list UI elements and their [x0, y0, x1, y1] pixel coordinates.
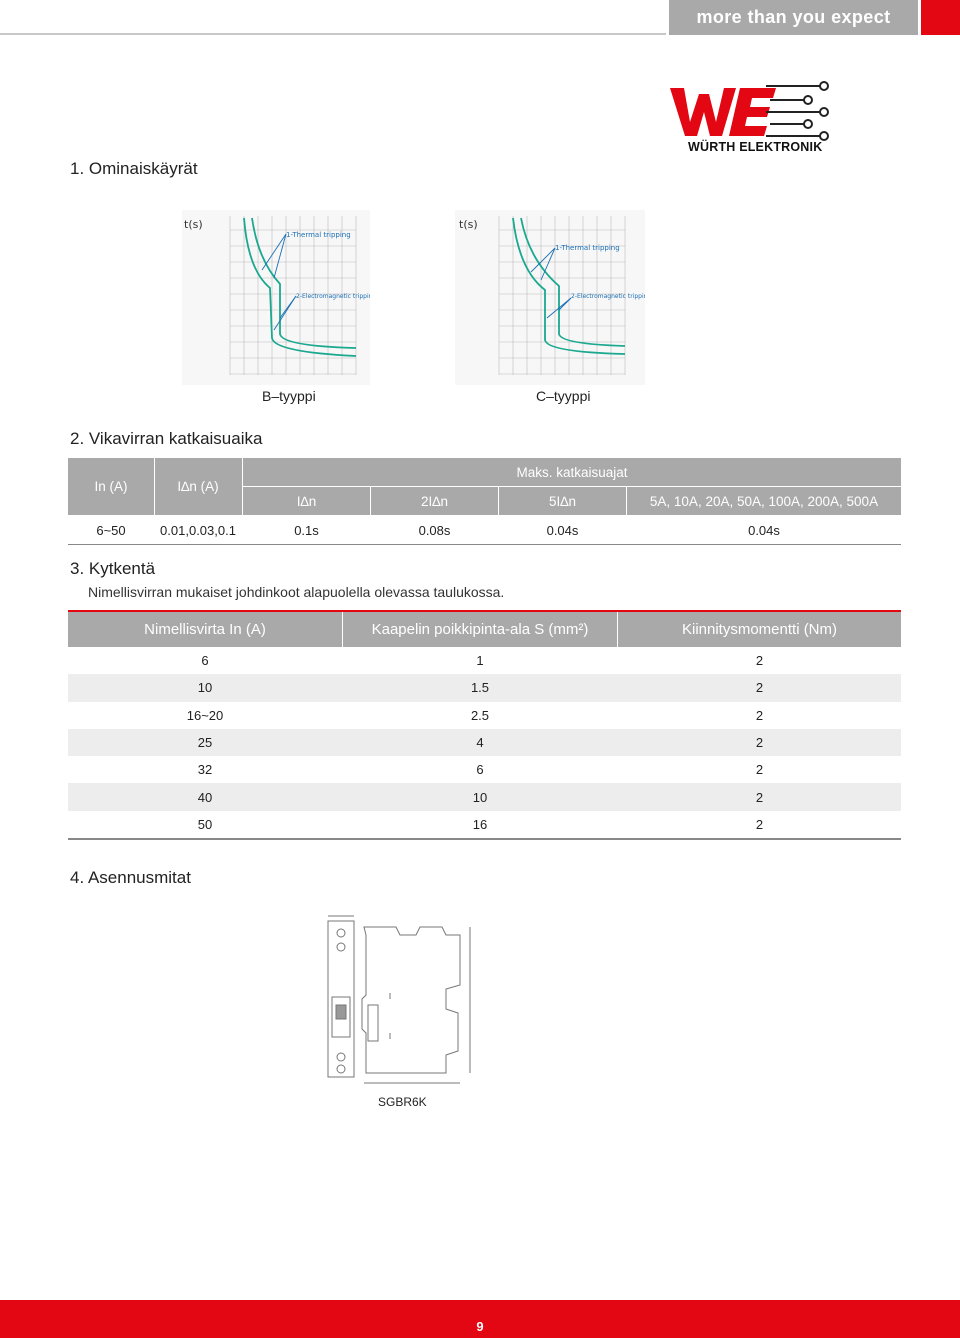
header-idn-1x: I∆n — [296, 493, 317, 509]
section1-title: 1. Ominaiskäyrät — [70, 159, 198, 178]
cell-2x: 0.08s — [418, 522, 451, 538]
cell-rated: 25 — [197, 735, 213, 751]
cell-section: 10 — [472, 789, 488, 805]
header-in: In (A) — [94, 479, 128, 494]
curve-c-graph — [455, 210, 645, 385]
tagline: more than you expect — [669, 0, 918, 35]
cell-section: 4 — [476, 735, 484, 751]
table-row — [68, 702, 901, 729]
cell-torque: 2 — [755, 789, 764, 805]
cell-section: 1.5 — [470, 680, 490, 696]
header-currents: 5A, 10A, 20A, 50A, 100A, 200A, 500A — [649, 493, 879, 509]
mounting-drawing — [320, 913, 478, 1089]
table-bottom-rule — [68, 838, 901, 840]
logo-text: WÜRTH ELEKTRONIK — [688, 140, 823, 154]
cell-section: 6 — [476, 762, 484, 778]
curve-b-label: B–tyyppi — [262, 388, 316, 404]
tripping-table-header — [68, 458, 901, 515]
curve-b-magnetic-label: 2-Electromagnetic tripping — [296, 293, 370, 300]
page-number: 9 — [476, 1319, 484, 1334]
section4-title: 4. Asennusmitat — [70, 868, 191, 887]
cell-torque: 2 — [755, 816, 764, 832]
wiring-table-header — [68, 610, 901, 647]
tripping-table-row — [68, 515, 901, 545]
header-cross-section: Kaapelin poikkipinta-ala S (mm²) — [371, 621, 589, 638]
header-rated-current: Nimellisvirta In (A) — [144, 621, 266, 638]
cell-torque: 2 — [755, 653, 764, 669]
cell-rated: 16~20 — [186, 707, 224, 723]
header-idn: I∆n (A) — [177, 479, 219, 494]
header-red-tab — [921, 0, 960, 35]
table-row — [68, 674, 901, 701]
cell-torque: 2 — [755, 680, 764, 696]
cell-section: 1 — [476, 653, 484, 669]
cell-5x: 0.04s — [546, 522, 579, 538]
table-row — [68, 729, 901, 756]
curve-b-graph — [182, 210, 370, 385]
mounting-drawing-label: SGBR6K — [378, 1095, 427, 1109]
cell-rated: 40 — [197, 789, 213, 805]
wiring-table — [68, 610, 901, 840]
cell-1x: 0.1s — [294, 522, 319, 538]
curve-c-magnetic-label: 2-Electromagnetic tripping — [571, 293, 645, 300]
cell-rated: 32 — [197, 762, 213, 778]
section2-title: 2. Vikavirran katkaisuaika — [70, 429, 263, 448]
header-max-times: Maks. katkaisuajat — [516, 464, 628, 480]
curve-c-label: C–tyyppi — [536, 388, 591, 404]
section3-subtitle: Nimellisvirran mukaiset johdinkoot alapuolella olevassa taulukossa. — [88, 584, 505, 600]
table-row — [68, 756, 901, 783]
cell-rated: 10 — [197, 680, 213, 696]
table-row — [68, 811, 901, 838]
header-torque: Kiinnitysmomentti (Nm) — [681, 621, 838, 638]
cell-section: 2.5 — [470, 707, 490, 723]
section3-title: 3. Kytkentä — [70, 559, 156, 578]
header-idn-5x: 5I∆n — [548, 493, 577, 509]
cell-idn: 0.01,0.03,0.1 — [160, 522, 236, 538]
cell-section: 16 — [472, 816, 488, 832]
cell-torque: 2 — [755, 735, 764, 751]
curve-b-chart — [182, 210, 370, 385]
cell-torque: 2 — [755, 707, 764, 723]
cell-torque: 2 — [755, 762, 764, 778]
table-row — [68, 783, 901, 810]
curve-b-axis-label: t(s) — [184, 218, 203, 231]
table-row — [68, 647, 901, 674]
cell-in: 6~50 — [96, 522, 126, 538]
tripping-time-table — [68, 458, 901, 545]
cell-rated: 50 — [197, 816, 213, 832]
header-idn-2x: 2I∆n — [420, 493, 449, 509]
curve-c-axis-label: t(s) — [459, 218, 478, 231]
header-rule — [0, 33, 666, 35]
cell-rated: 6 — [201, 653, 209, 669]
curve-c-chart — [455, 210, 645, 385]
cell-currents: 0.04s — [748, 522, 780, 538]
curve-b-thermal-label: 1-Thermal tripping — [286, 231, 351, 239]
curve-c-thermal-label: 1-Thermal tripping — [555, 244, 620, 252]
